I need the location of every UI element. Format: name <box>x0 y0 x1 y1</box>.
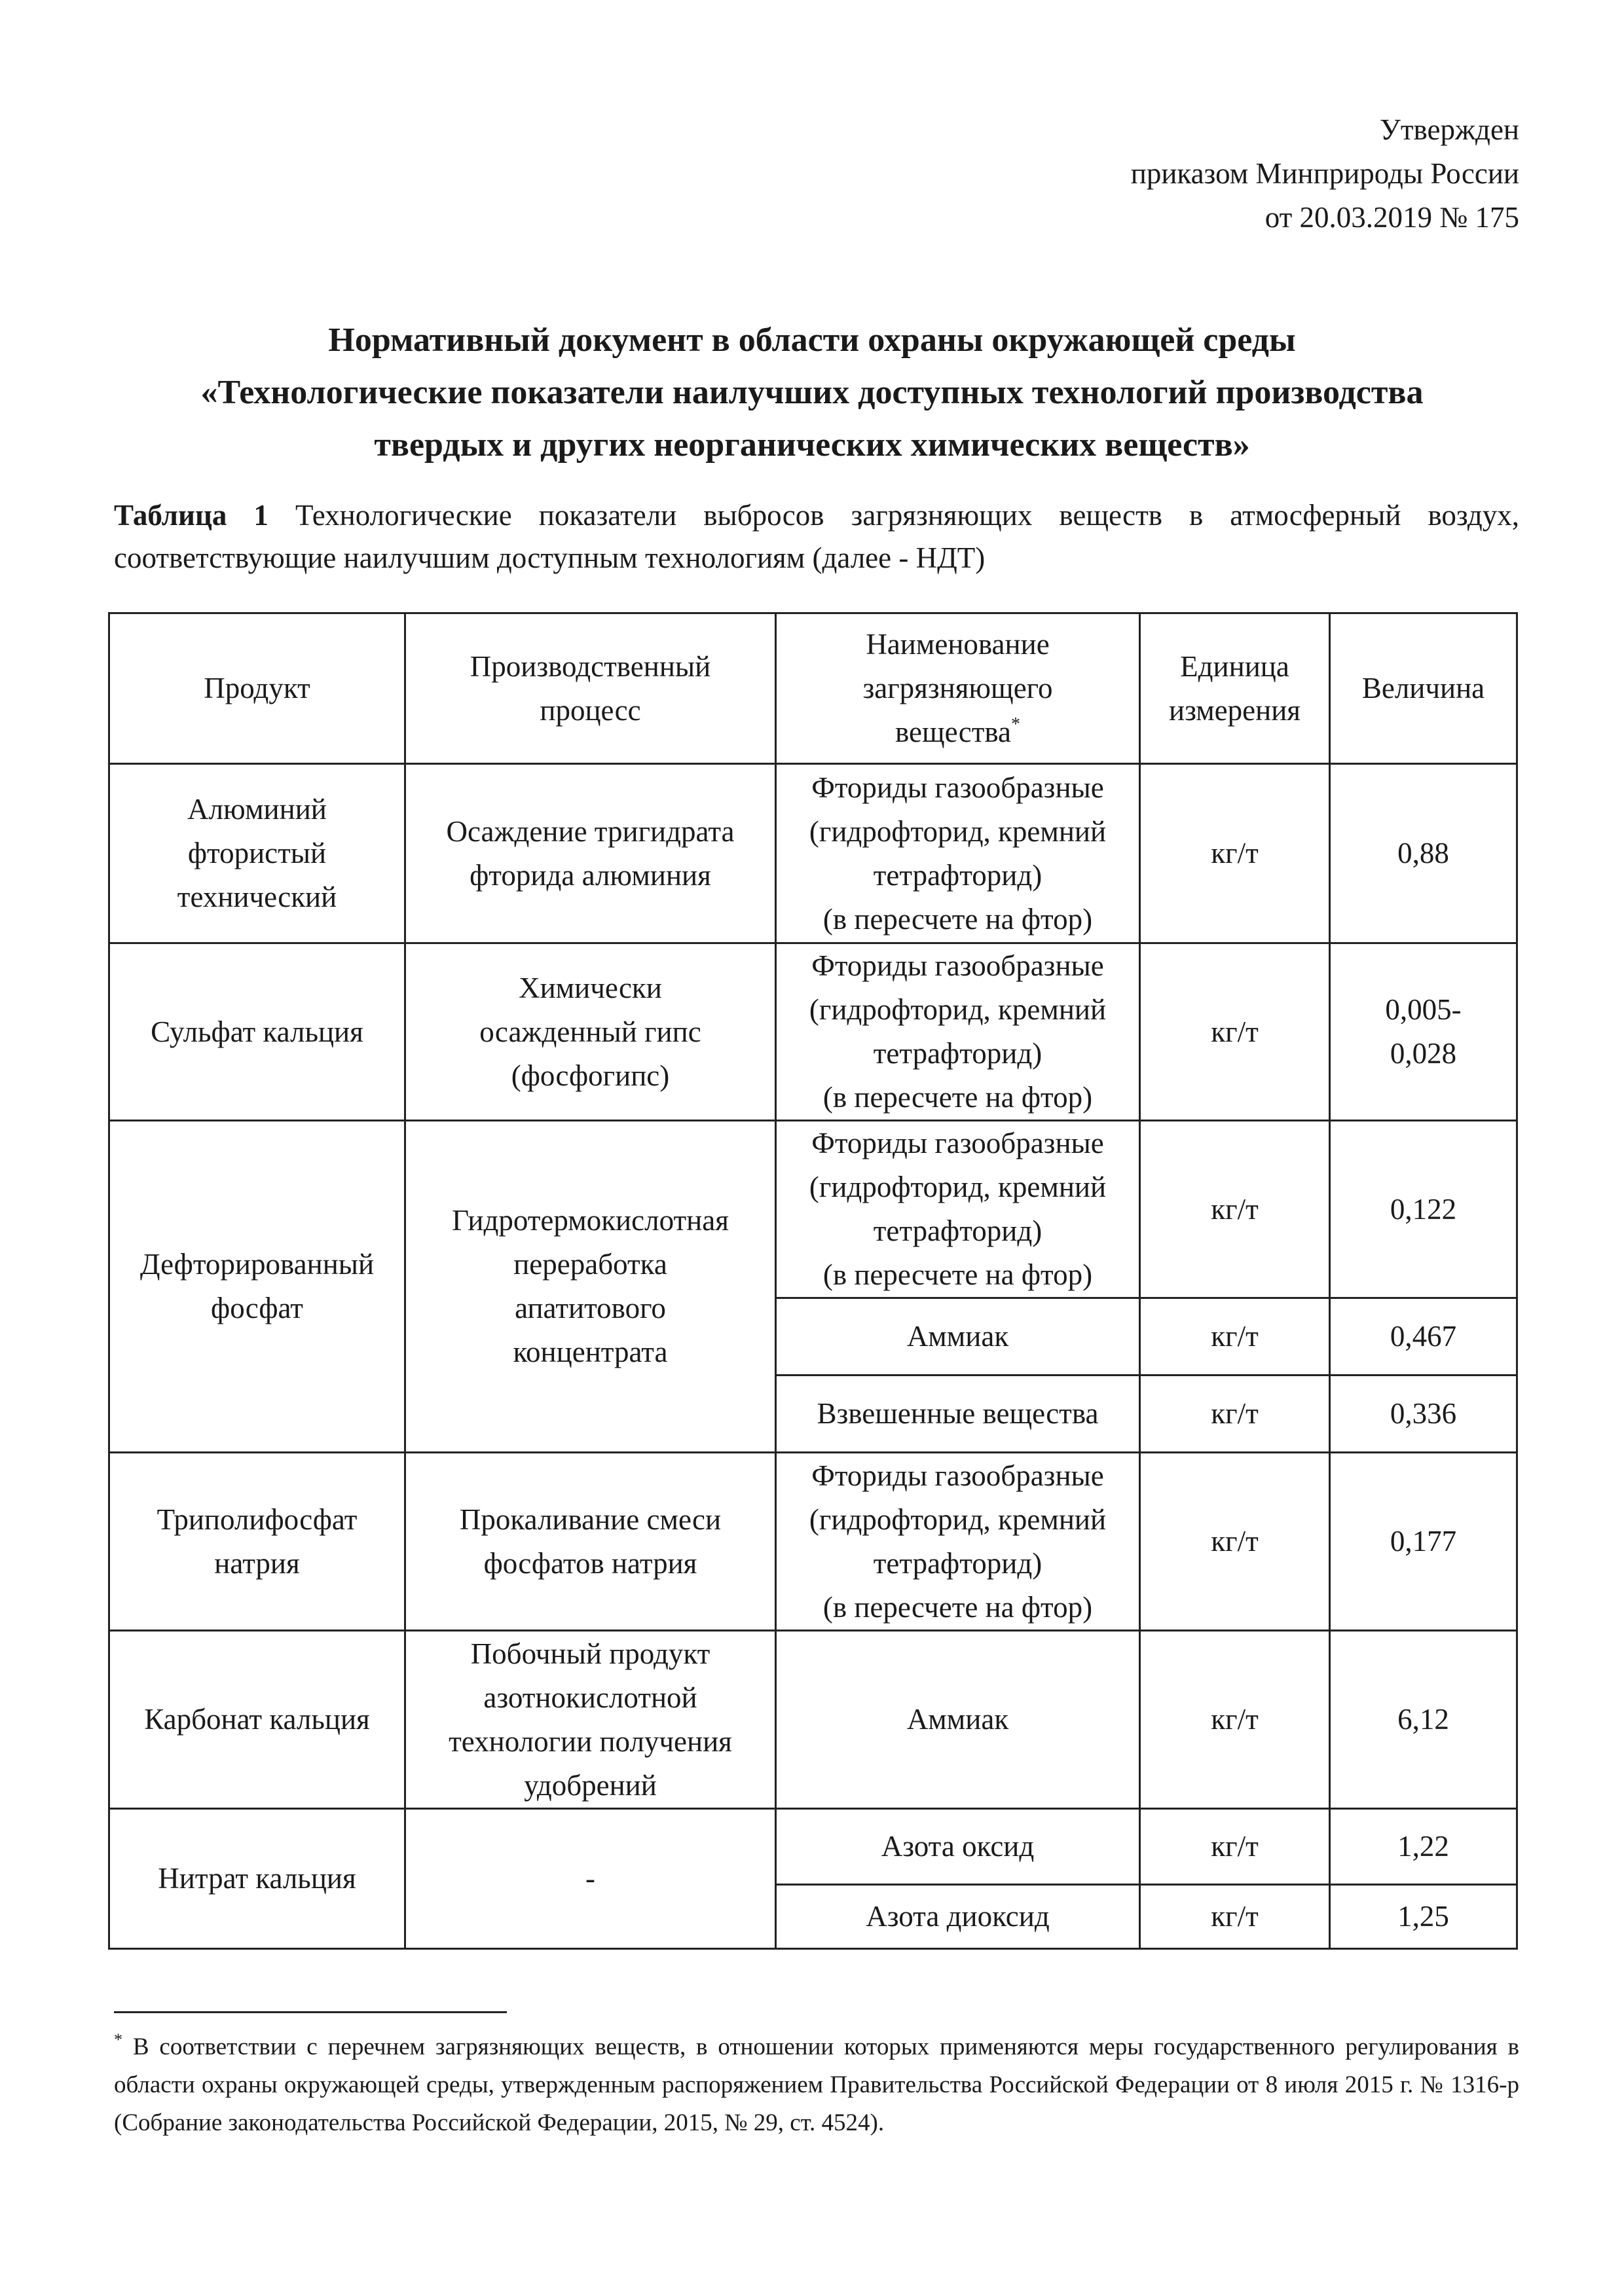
cell-line: Побочный продукт <box>470 1637 710 1670</box>
cell-product <box>109 1453 405 1631</box>
cell-line: фосфатов натрия <box>483 1546 697 1580</box>
footnote-text: В соответствии с перечнем загрязняющих веществ, в отношении которых применяются меры государственного регулирования в области охраны окружающей среды, утвержденным распоряжением Правительства Российской Федерации от 8 июля 2015 г. № 1316-р (Собрание законодательства Российской Федерации, 2015, № 29, ст. 4524). <box>114 2033 1520 2136</box>
cell-line: Триполифосфат <box>157 1503 358 1536</box>
cell-value: 1,25 <box>1330 1885 1517 1949</box>
cell-line: тетрафторид) <box>873 1037 1043 1070</box>
cell-line: (гидрофторид, кремний <box>809 814 1107 848</box>
cell-line: фосфат <box>211 1292 303 1324</box>
cell-line: 6,12 <box>1397 1703 1449 1736</box>
cell-line: (гидрофторид, кремний <box>809 1171 1107 1203</box>
cell-line: Производственный <box>470 649 711 683</box>
cell-line: 0,005- <box>1385 993 1462 1026</box>
cell-process <box>405 943 776 1121</box>
table-row <box>109 1121 1517 1298</box>
cell-substance: Азота диоксид <box>776 1885 1140 1949</box>
cell-line: Единица <box>1180 649 1289 683</box>
cell-process <box>405 764 776 943</box>
cell-process <box>405 1453 776 1631</box>
cell-line: Величина <box>1361 672 1485 704</box>
title-line: твердых и других неорганических химических веществ» <box>374 426 1250 464</box>
cell-value <box>1330 1453 1517 1631</box>
cell-line: тетрафторид) <box>873 1214 1043 1247</box>
cell-substance: Взвешенные вещества <box>776 1376 1140 1453</box>
cell-value: 0,122 <box>1330 1121 1517 1298</box>
cell-unit: кг/т <box>1140 1121 1330 1298</box>
cell-product <box>109 1631 405 1809</box>
footnote-divider <box>114 2011 507 2013</box>
cell-line: (гидрофторид, кремний <box>809 993 1107 1026</box>
title-line: Нормативный документ в области охраны окружающей среды <box>328 321 1296 359</box>
cell-unit: кг/т <box>1140 943 1330 1121</box>
cell-line: 0,028 <box>1390 1037 1457 1070</box>
table-row <box>109 764 1517 943</box>
cell-unit: кг/т <box>1140 764 1330 943</box>
cell-value <box>1330 1631 1517 1809</box>
approval-line: Утвержден <box>1379 113 1519 146</box>
cell-line: Алюминий <box>187 793 327 826</box>
cell-line: Карбонат кальция <box>144 1703 370 1736</box>
cell-product <box>109 943 405 1121</box>
cell-value: 0,336 <box>1330 1376 1517 1453</box>
cell-line: Сульфат кальция <box>151 1015 363 1048</box>
cell-line: фторида алюминия <box>470 858 711 892</box>
cell-value: 0,467 <box>1330 1298 1517 1376</box>
cell-substance <box>776 764 1140 943</box>
header-process <box>405 613 776 764</box>
cell-line: (в пересчете на фтор) <box>822 1081 1093 1114</box>
cell-line: апатитового <box>515 1292 666 1324</box>
cell-line: 0,177 <box>1390 1525 1457 1558</box>
cell-line: фтористый <box>187 837 327 869</box>
cell-line: переработка <box>513 1248 667 1281</box>
cell-line: Гидротермокислотная <box>452 1204 729 1237</box>
cell-unit: кг/т <box>1140 1631 1330 1809</box>
cell-line: Наименование <box>866 628 1050 661</box>
cell-line: Фториды газообразные <box>811 1459 1104 1492</box>
cell-value <box>1330 943 1517 1121</box>
indicators-table-wrapper <box>108 612 1516 1950</box>
cell-line: (в пересчете на фтор) <box>822 1258 1093 1291</box>
cell-line: (фосфогипс) <box>511 1059 670 1092</box>
cell-line: натрия <box>214 1546 300 1580</box>
cell-line: (в пересчете на фтор) <box>822 902 1093 936</box>
cell-substance <box>776 1453 1140 1631</box>
cell-line: (гидрофторид, кремний <box>809 1503 1107 1536</box>
cell-line: вещества* <box>895 714 1020 748</box>
footnote-mark: * <box>114 2030 122 2049</box>
table-row <box>109 943 1517 1121</box>
cell-process <box>405 1631 776 1809</box>
cell-value: 1,22 <box>1330 1809 1517 1885</box>
cell-line: технический <box>177 881 337 913</box>
indicators-table <box>108 612 1518 1950</box>
cell-line: Фториды газообразные <box>811 771 1104 804</box>
table-caption-text: Технологические показатели выбросов загрязняющих веществ в атмосферный воздух, соответствующие наилучшим доступным технологиям (далее - НДТ) <box>114 499 1520 574</box>
cell-product <box>109 1121 405 1453</box>
cell-line: Дефторированный <box>139 1248 375 1281</box>
cell-line: Нитрат кальция <box>158 1862 356 1895</box>
cell-line: Фториды газообразные <box>811 949 1104 982</box>
cell-unit: кг/т <box>1140 1809 1330 1885</box>
cell-substance <box>776 943 1140 1121</box>
header-value <box>1330 613 1517 764</box>
cell-line: (в пересчете на фтор) <box>822 1590 1093 1624</box>
cell-substance: Азота оксид <box>776 1809 1140 1885</box>
header-product <box>109 613 405 764</box>
cell-unit: кг/т <box>1140 1298 1330 1376</box>
header-substance-text <box>783 623 1132 754</box>
cell-line: тетрафторид) <box>873 858 1043 892</box>
header-unit <box>1140 613 1330 764</box>
cell-unit: кг/т <box>1140 1376 1330 1453</box>
cell-line: процесс <box>540 693 641 727</box>
header-footnote-mark: * <box>1010 714 1020 735</box>
cell-line: - <box>585 1862 595 1895</box>
cell-line: концентрата <box>513 1336 668 1368</box>
footnote <box>114 2028 1519 2142</box>
cell-line: осажденный гипс <box>479 1015 701 1048</box>
cell-substance: Аммиак <box>776 1298 1140 1376</box>
cell-product <box>109 1809 405 1949</box>
cell-line: азотнокислотной <box>483 1681 697 1714</box>
cell-line: Фториды газообразные <box>811 1127 1104 1159</box>
approval-stamp <box>1131 108 1519 240</box>
cell-line: Осаждение тригидрата <box>446 814 735 848</box>
cell-line: загрязняющего <box>862 672 1053 704</box>
table-caption <box>114 494 1519 579</box>
cell-line: Прокаливание смеси <box>459 1503 722 1536</box>
table-caption-label: Таблица 1 <box>114 499 268 532</box>
cell-substance <box>776 1631 1140 1809</box>
cell-line: тетрафторид) <box>873 1546 1043 1580</box>
cell-line: технологии получения <box>449 1724 732 1758</box>
table-row <box>109 1453 1517 1631</box>
cell-line: удобрений <box>524 1768 657 1802</box>
table-row <box>109 1809 1517 1885</box>
cell-line: Химически <box>519 971 662 1004</box>
approval-line: приказом Минприроды России <box>1130 157 1519 190</box>
cell-line: 0,88 <box>1397 837 1449 869</box>
document-title <box>105 314 1519 471</box>
header-substance <box>776 613 1140 764</box>
cell-substance <box>776 1121 1140 1298</box>
cell-line: измерения <box>1168 693 1301 727</box>
cell-product <box>109 764 405 943</box>
approval-line: от 20.03.2019 № 175 <box>1264 201 1519 234</box>
cell-process <box>405 1121 776 1453</box>
cell-value <box>1330 764 1517 943</box>
cell-unit: кг/т <box>1140 1885 1330 1949</box>
cell-line: Продукт <box>204 672 310 704</box>
cell-process <box>405 1809 776 1949</box>
table-row <box>109 1631 1517 1809</box>
cell-line: Аммиак <box>906 1703 1009 1736</box>
title-line: «Технологические показатели наилучших доступных технологий производства <box>200 374 1424 411</box>
table-header-row <box>109 613 1517 764</box>
cell-unit: кг/т <box>1140 1453 1330 1631</box>
